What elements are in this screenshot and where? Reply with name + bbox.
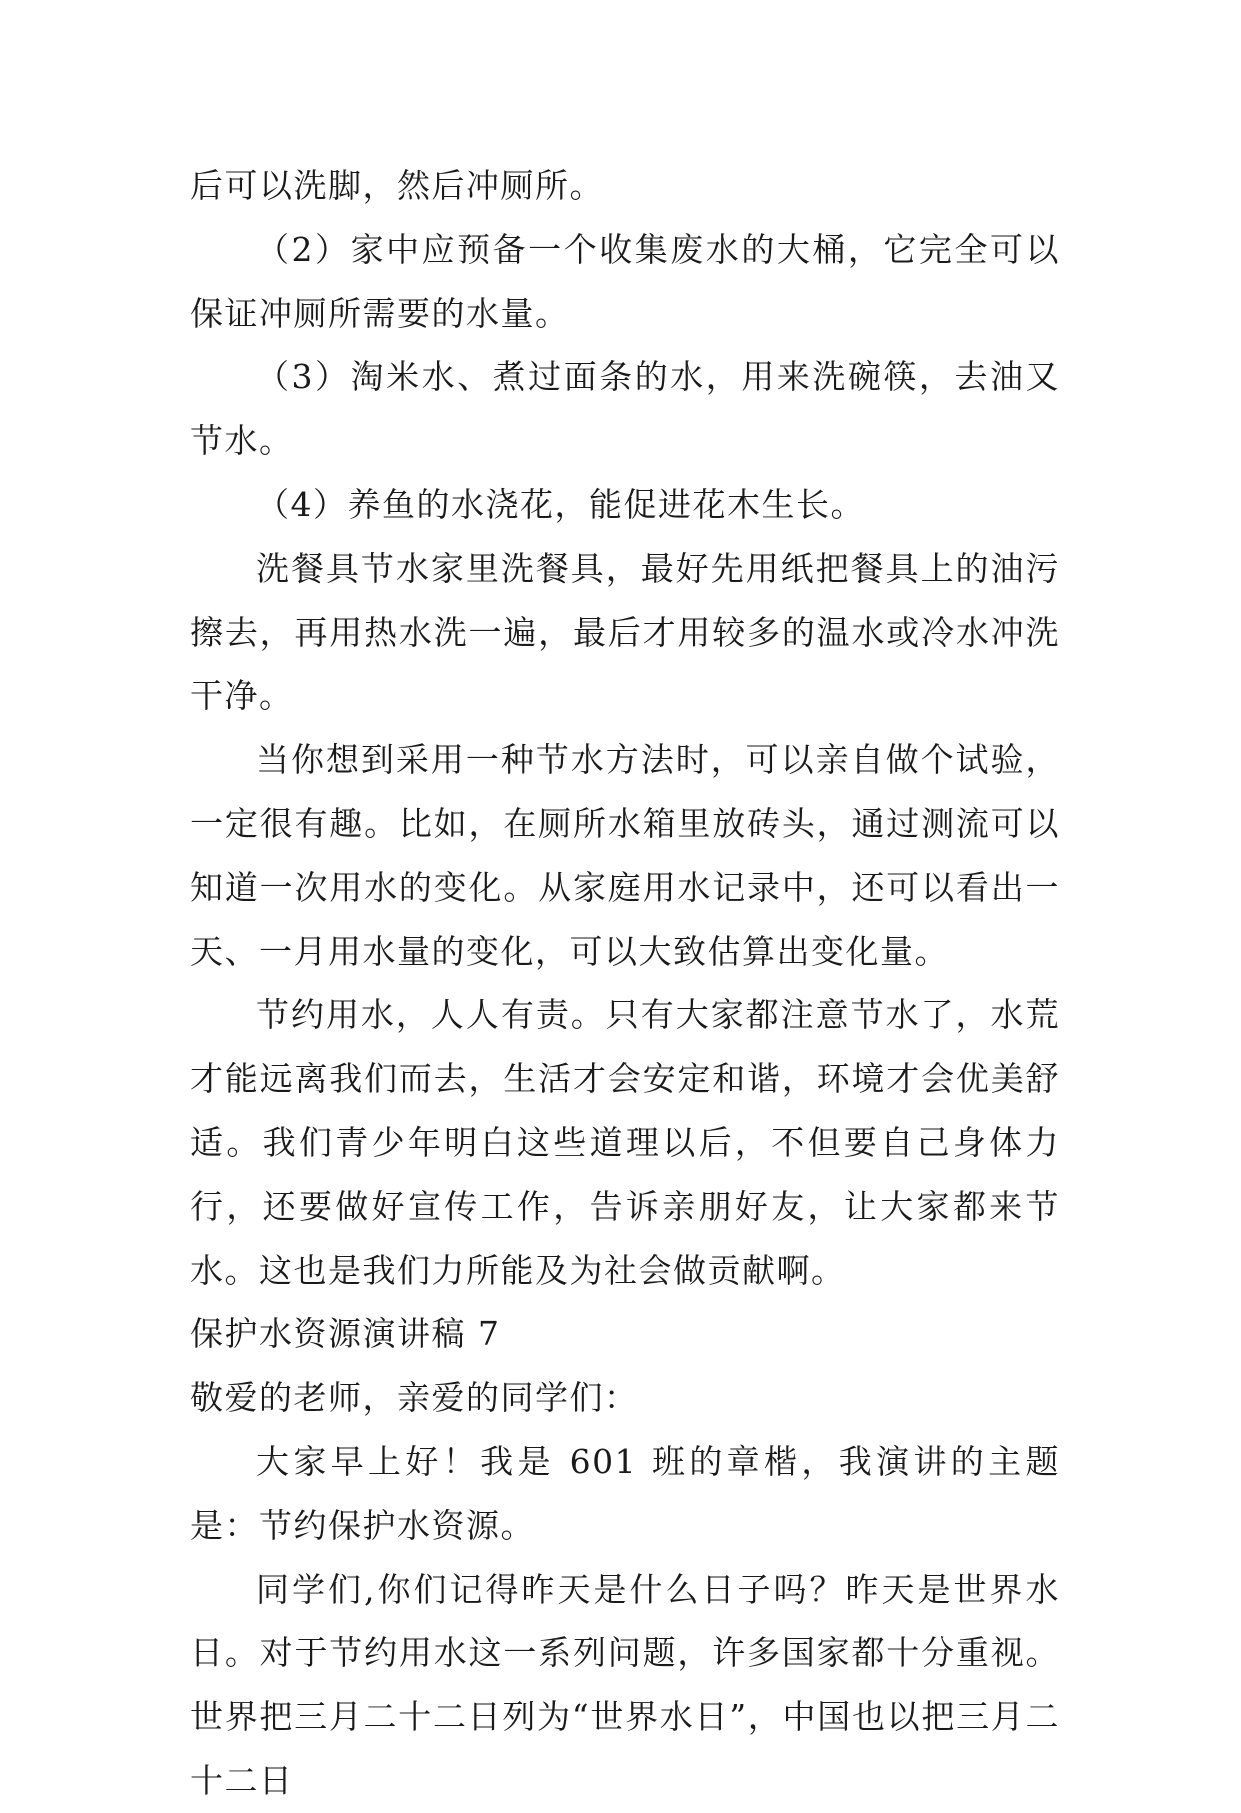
- paragraph-world-water-day: 同学们,你们记得昨天是什么日子吗？昨天是世界水日。对于节约用水这一系列问题，许多国家都十分重视。世界把三月二十二日列为“世界水日”，中国也以把三月二十二日: [190, 1569, 1060, 1800]
- paragraph-responsibility: 节约用水，人人有责。只有大家都注意节水了，水荒才能远离我们而去，生活才会安定和谐，环境才会优美舒适。我们青少年明白这些道理以后，不但要自己身体力行，还要做好宣传工作，告诉亲朋好友，让大家都来节水。这也是我们力所能及为社会做贡献啊。: [190, 995, 1060, 1290]
- section-heading: 保护水资源演讲稿 7: [190, 1314, 501, 1354]
- paragraph-greeting: 大家早上好！我是 601 班的章楷，我演讲的主题是：节约保护水资源。: [190, 1441, 1060, 1545]
- paragraph-continuation: 后可以洗脚，然后冲厕所。: [190, 166, 604, 205]
- paragraph-dishwashing: 洗餐具节水家里洗餐具，最好先用纸把餐具上的油污擦去，再用热水洗一遍，最后才用较多的温水或冷水冲洗干净。: [190, 548, 1060, 716]
- document-body: [190, 154, 1060, 1813]
- salutation: 敬爱的老师，亲爱的同学们：: [190, 1378, 639, 1418]
- paragraph-tip-2: （2）家中应预备一个收集废水的大桶，它完全可以保证冲厕所需要的水量。: [190, 229, 1060, 333]
- paragraph-tip-4: （4）养鱼的水浇花，能促进花木生长。: [256, 484, 865, 524]
- paragraph-experiment: 当你想到采用一种节水方法时，可以亲自做个试验，一定很有趣。比如，在厕所水箱里放砖头，通过测流可以知道一次用水的变化。从家庭用水记录中，还可以看出一天、一月用水量的变化，可以大致估算出变化量。: [190, 740, 1060, 971]
- paragraph-tip-3: （3）淘米水、煮过面条的水，用来洗碗筷，去油又节水。: [190, 357, 1060, 461]
